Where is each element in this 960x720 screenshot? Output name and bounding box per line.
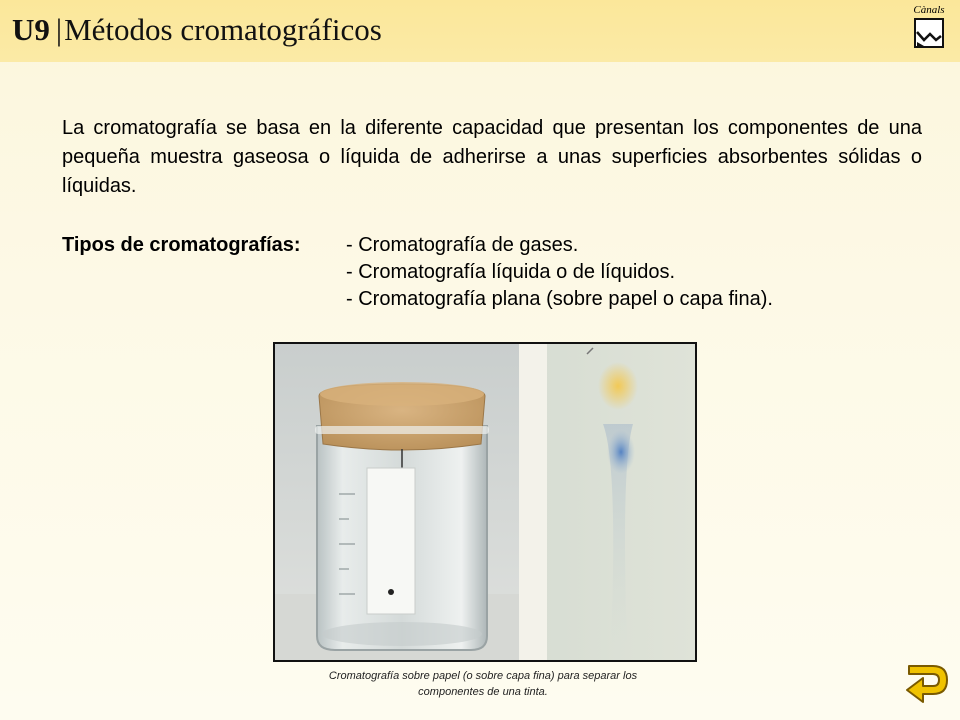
intro-paragraph: La cromatografía se basa en la diferente capacidad que presentan los componentes de una pequeña muestra gaseosa o líquida de adherirse a unas superficies absorbentes sólidas o líquidas. (62, 117, 922, 197)
type-item-liquid: - Cromatografía líquida o de líquidos. (346, 261, 676, 283)
chromatography-photo (273, 342, 697, 662)
return-arrow-button[interactable] (903, 658, 951, 706)
publisher-logo (912, 4, 946, 50)
page-title (12, 12, 382, 48)
types-label: Tipos de cromatografías: (62, 234, 301, 256)
type-item-planar: - Cromatografía plana (sobre papel o capa fina). (346, 288, 773, 310)
caption-line-2: componentes de una tinta. (418, 686, 548, 698)
figure-caption (273, 668, 693, 700)
title-text: Métodos cromatográficos (64, 12, 382, 47)
caption-line-1: Cromatografía sobre papel (o sobre capa fina) para separar los (328, 670, 638, 682)
chart-logo-icon (914, 18, 944, 48)
return-arrow-icon (903, 658, 951, 706)
title-separator: | (55, 12, 63, 47)
type-item-gases: - Cromatografía de gases. (346, 234, 579, 256)
chromatography-illustration (275, 344, 695, 660)
logo-text: Cànals (913, 4, 945, 16)
types-list (346, 232, 906, 313)
unit-label: U9 (12, 12, 50, 47)
header-bar (0, 0, 960, 62)
